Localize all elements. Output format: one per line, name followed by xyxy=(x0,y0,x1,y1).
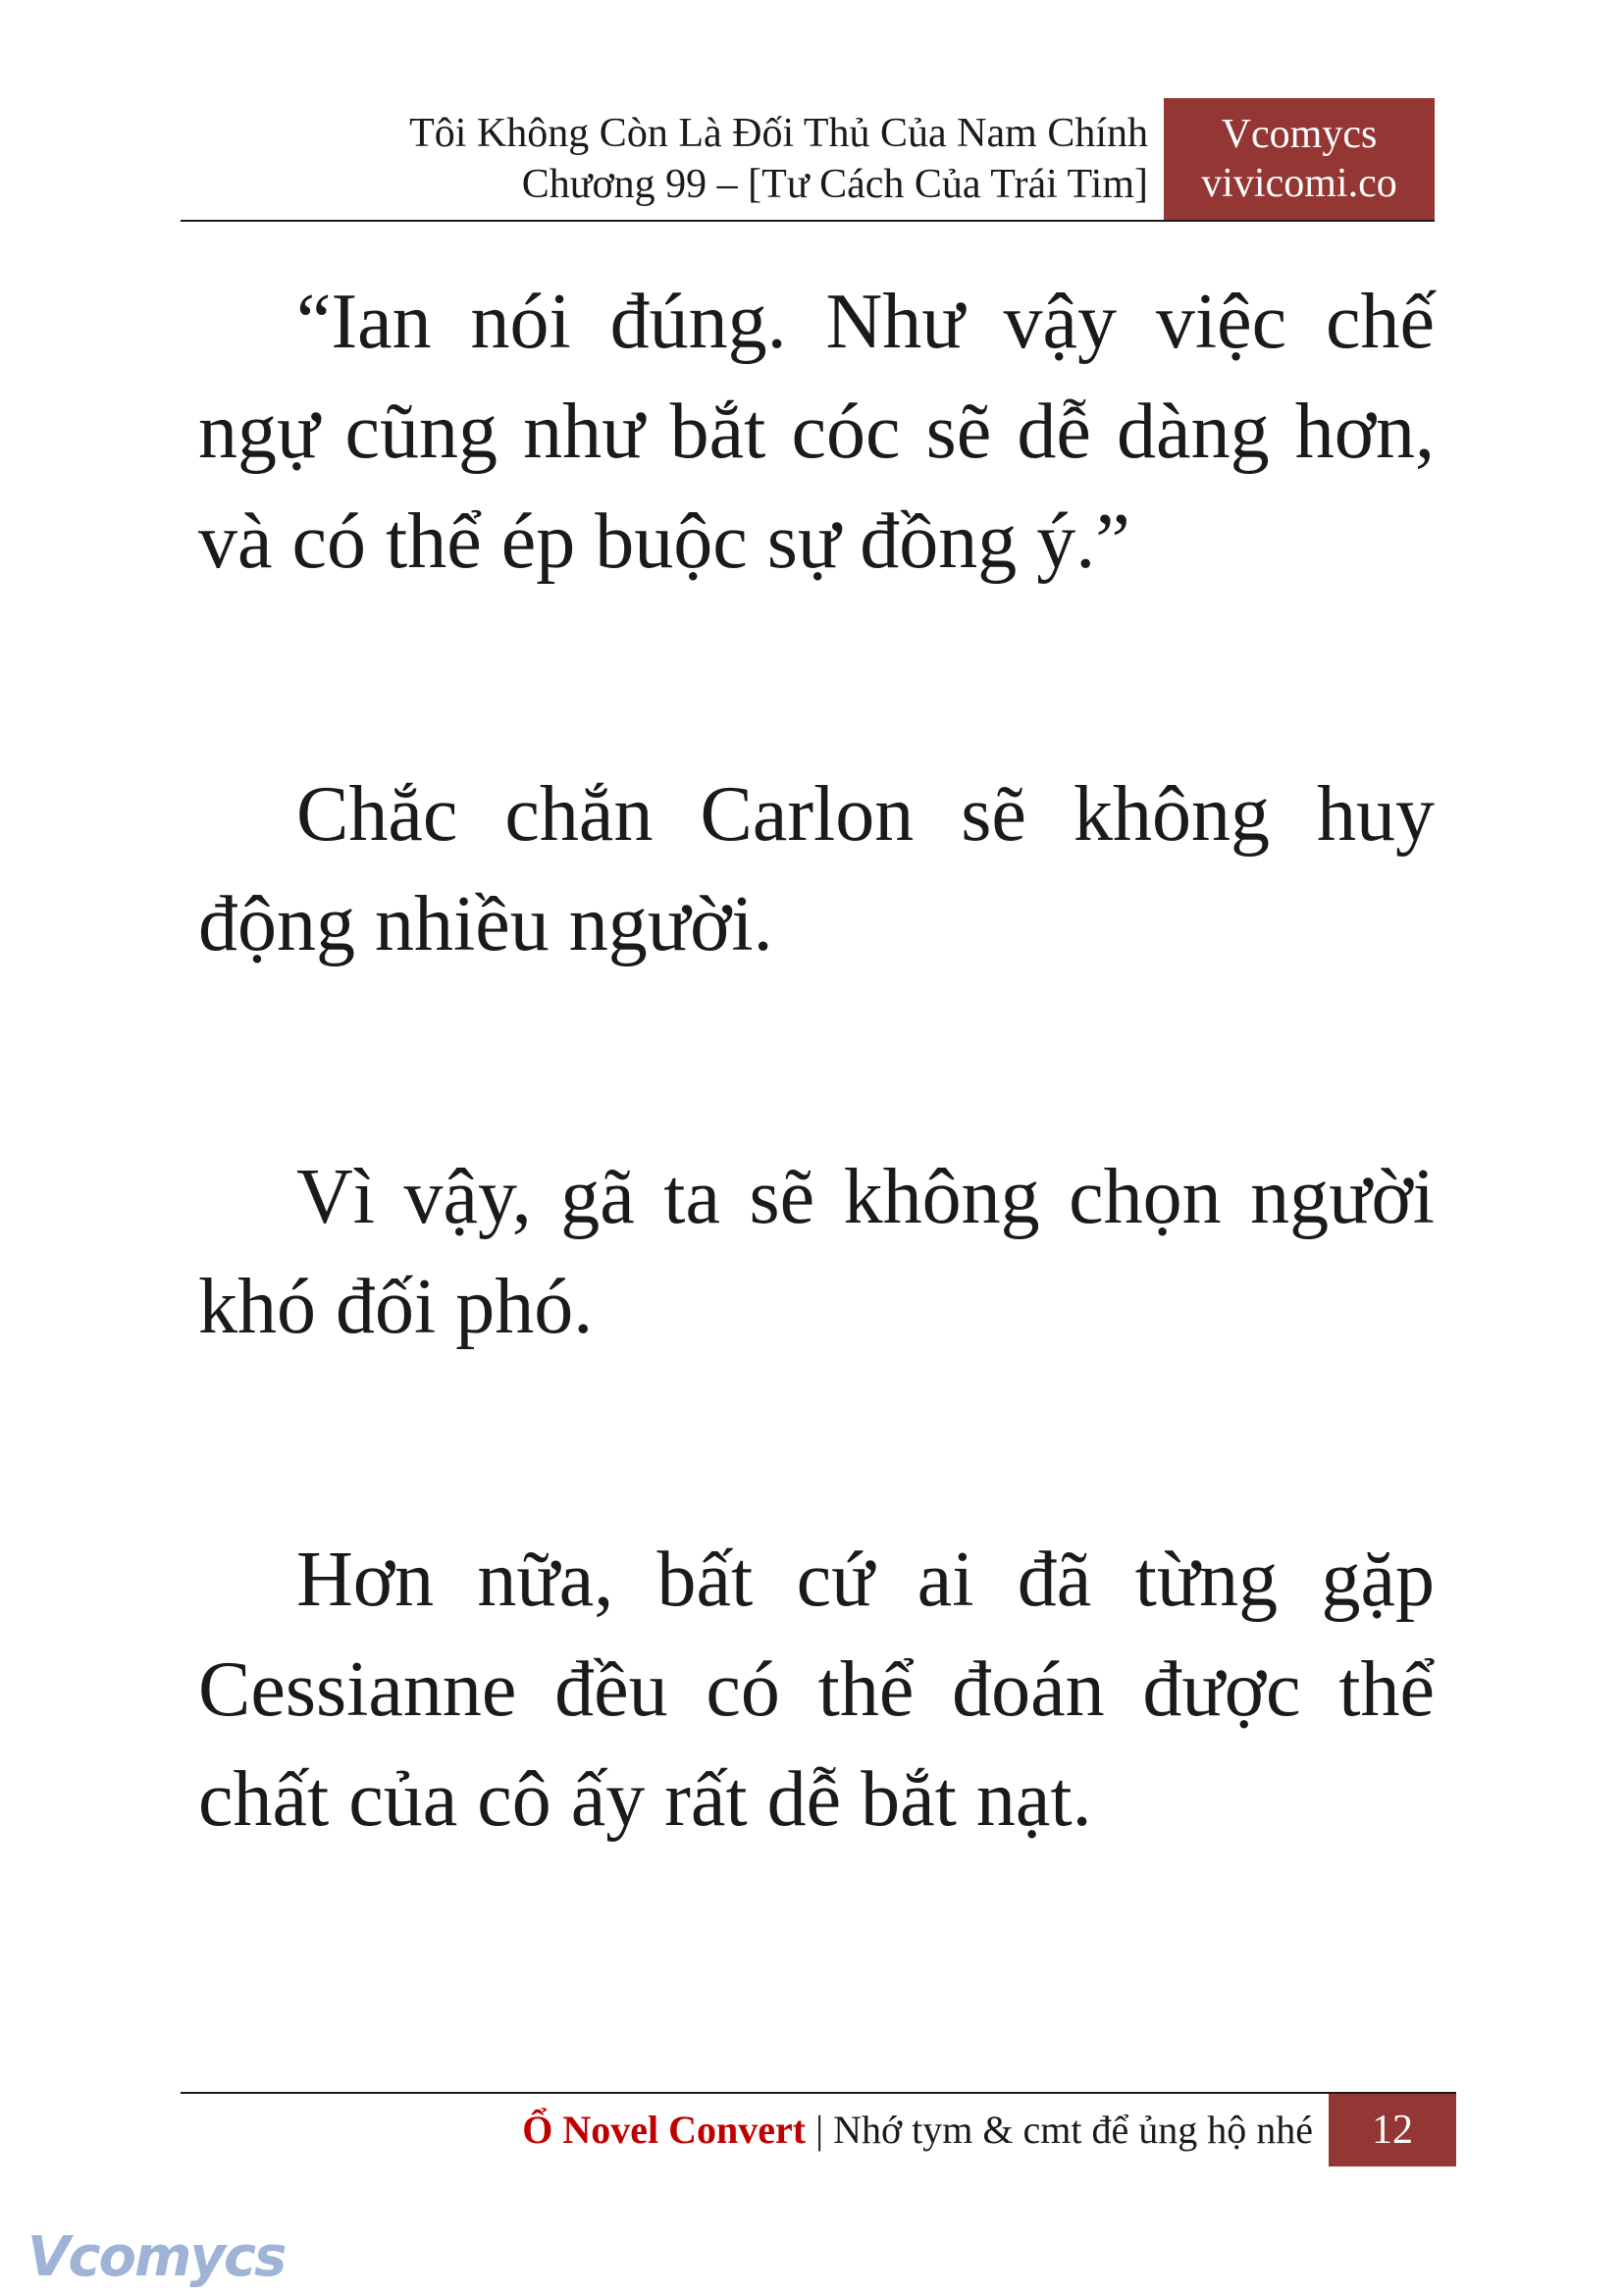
site-badge-url: vivicomi.co xyxy=(1201,161,1397,206)
header-titles xyxy=(409,108,1148,210)
footer-brand: Ổ Novel Convert xyxy=(522,2108,807,2152)
chapter-title: Chương 99 – [Tư Cách Của Trái Tim] xyxy=(521,162,1148,207)
footer-text xyxy=(522,2106,1313,2155)
page-footer xyxy=(181,2094,1456,2166)
site-badge xyxy=(1164,98,1435,220)
page-number: 12 xyxy=(1329,2094,1456,2166)
paragraph-3: Vì vậy, gã ta sẽ không chọn người khó đối phó. xyxy=(198,1154,1435,1350)
chapter-body xyxy=(198,267,1435,2017)
footer-separator: | xyxy=(806,2108,834,2152)
paragraph-1: “Ian nói đúng. Như vậy việc chế ngự cũng như bắt cóc sẽ dễ dàng hơn, và có thể ép buộc sự đồng ý.” xyxy=(198,279,1435,585)
site-badge-name: Vcomycs xyxy=(1221,112,1378,157)
paragraph-4: Hơn nữa, bất cứ ai đã từng gặp Cessianne đều có thể đoán được thể chất của cô ấy rất dễ bắt nạt. xyxy=(198,1537,1435,1843)
page-header xyxy=(181,98,1435,220)
watermark-logo: Vcomycs xyxy=(27,2225,286,2289)
header-divider xyxy=(181,220,1435,222)
footer-note: Nhớ tym & cmt để ủng hộ nhé xyxy=(833,2108,1313,2152)
book-title: Tôi Không Còn Là Đối Thủ Của Nam Chính xyxy=(409,111,1148,156)
paragraph-2: Chắc chắn Carlon sẽ không huy động nhiều người. xyxy=(198,771,1435,967)
